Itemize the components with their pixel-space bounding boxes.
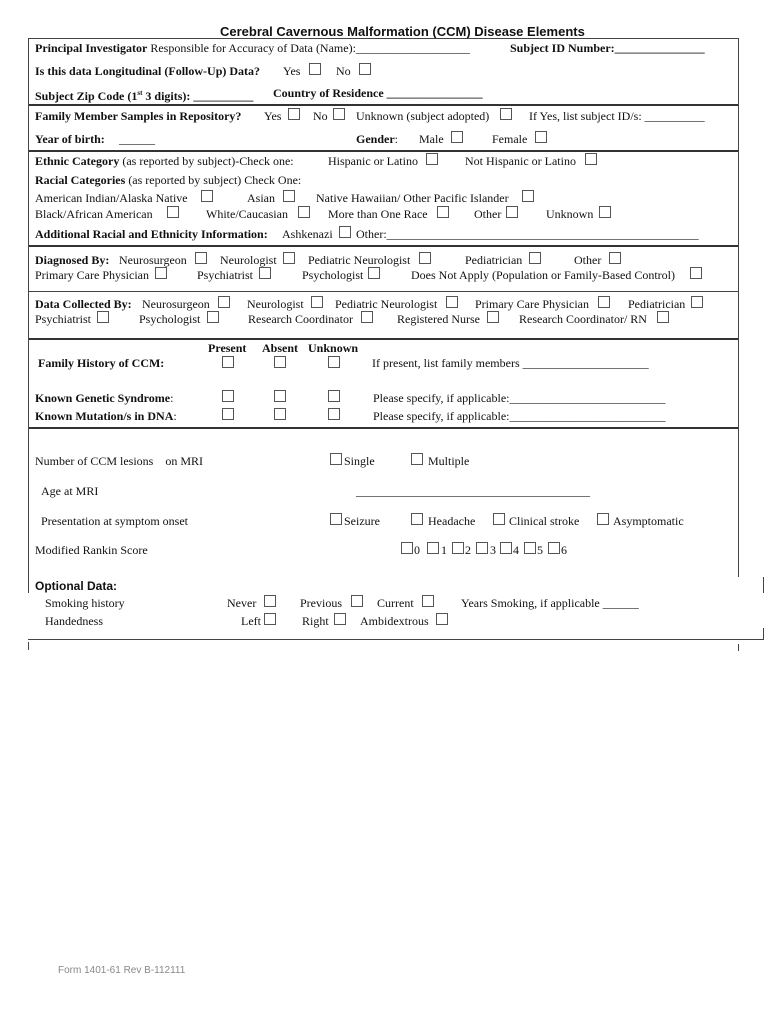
black-checkbox[interactable]	[167, 206, 179, 218]
mutation-label: Known Mutation/s in DNA	[35, 409, 174, 423]
smoking-previous-checkbox[interactable]	[351, 595, 363, 607]
hawaiian-label: Native Hawaiian/ Other Pacific Islander	[316, 191, 509, 205]
longitudinal-no-checkbox[interactable]	[359, 63, 371, 75]
coll-research-coordinator-rn-checkbox[interactable]	[657, 311, 669, 323]
family-yes-checkbox[interactable]	[288, 108, 300, 120]
optional-left-tick	[28, 577, 29, 593]
gender-row: Gender:	[356, 132, 399, 146]
hand-right-label: Right	[302, 614, 329, 628]
coll-psychologist-checkbox[interactable]	[207, 311, 219, 323]
section-divider-mri	[28, 427, 739, 429]
handedness-label: Handedness	[45, 614, 103, 628]
coll-research-coordinator-checkbox[interactable]	[361, 311, 373, 323]
country-field[interactable]: ________________	[386, 86, 483, 100]
header-box-right	[738, 38, 739, 104]
rankin-6-label: 6	[561, 543, 567, 557]
smoking-never-checkbox[interactable]	[264, 595, 276, 607]
longitudinal-yes-checkbox[interactable]	[309, 63, 321, 75]
lesions-multiple-label: Multiple	[428, 454, 470, 468]
rankin-2-label: 2	[465, 543, 471, 557]
subject-id-field[interactable]: _______________	[614, 41, 705, 55]
subject-id-row	[510, 41, 705, 55]
ethnic-category-row	[35, 154, 294, 168]
smoking-never-label: Never	[227, 596, 257, 610]
diagnosed-box-right	[738, 245, 739, 291]
section-divider-collected	[28, 291, 739, 292]
zip-field[interactable]: 3 digits): __________	[142, 89, 254, 103]
pi-label: Principal Investigator	[35, 41, 148, 55]
more-than-one-checkbox[interactable]	[437, 206, 449, 218]
hawaiian-checkbox[interactable]	[522, 190, 534, 202]
clinical-stroke-checkbox[interactable]	[493, 513, 505, 525]
family-yes-label: Yes	[264, 109, 282, 123]
diag-psychologist-checkbox[interactable]	[368, 267, 380, 279]
bottom-left-tick	[28, 642, 29, 650]
not-hispanic-checkbox[interactable]	[585, 153, 597, 165]
genetic-syndrome-colon: :	[170, 391, 174, 405]
family-unknown-checkbox[interactable]	[500, 108, 512, 120]
coll-pediatrician-label: Pediatrician	[628, 297, 686, 311]
pi-row	[35, 41, 470, 55]
year-of-birth-field[interactable]: ______	[119, 132, 155, 146]
seizure-checkbox[interactable]	[330, 513, 342, 525]
gender-female-label: Female	[492, 132, 528, 146]
collected-box-right	[738, 291, 739, 339]
american-indian-checkbox[interactable]	[201, 190, 213, 202]
genetic-syndrome-row	[35, 391, 173, 405]
racial-category-desc: (as reported by subject) Check One:	[128, 173, 302, 187]
mutation-absent-checkbox[interactable]	[274, 408, 286, 420]
coll-neurosurgeon-label: Neurosurgeon	[142, 297, 210, 311]
pi-desc: Responsible for Accuracy of Data (Name):	[150, 41, 356, 55]
coll-registered-nurse-label: Registered Nurse	[397, 312, 480, 326]
family-unknown-label: Unknown (subject adopted)	[356, 109, 490, 123]
country-row	[273, 86, 483, 100]
family-history-absent-checkbox[interactable]	[274, 356, 286, 368]
rankin-4-label: 4	[513, 543, 519, 557]
race-other-label: Other	[474, 207, 502, 221]
history-box-right	[738, 338, 739, 428]
genetic-absent-checkbox[interactable]	[274, 390, 286, 402]
diag-pediatrician-checkbox[interactable]	[529, 252, 541, 264]
genetic-unknown-checkbox[interactable]	[328, 390, 340, 402]
diag-pediatrician-label: Pediatrician	[465, 253, 523, 267]
col-absent-header: Absent	[262, 341, 299, 355]
rankin-5-label: 5	[537, 543, 543, 557]
ethnicity-box-left	[28, 150, 29, 246]
mri-box-left	[28, 427, 29, 577]
additional-other-field[interactable]: Other:____________________________________________________	[356, 227, 699, 241]
longitudinal-question: Is this data Longitudinal (Follow-Up) Data?	[35, 64, 261, 78]
rankin-5-checkbox[interactable]	[524, 542, 536, 554]
genetic-syndrome-label: Known Genetic Syndrome	[35, 391, 171, 405]
coll-neurologist-label: Neurologist	[247, 297, 304, 311]
mutation-present-checkbox[interactable]	[222, 408, 234, 420]
section-divider-family	[28, 104, 739, 106]
rankin-0-checkbox[interactable]	[401, 542, 413, 554]
coll-registered-nurse-checkbox[interactable]	[487, 311, 499, 323]
coll-pediatric-neurologist-checkbox[interactable]	[446, 296, 458, 308]
hispanic-checkbox[interactable]	[426, 153, 438, 165]
rankin-label: Modified Rankin Score	[35, 543, 148, 557]
diag-neurologist-label: Neurologist	[220, 253, 277, 267]
headache-checkbox[interactable]	[411, 513, 423, 525]
asian-checkbox[interactable]	[283, 190, 295, 202]
family-box-right	[738, 104, 739, 150]
race-other-checkbox[interactable]	[506, 206, 518, 218]
diag-other-checkbox[interactable]	[609, 252, 621, 264]
page-title: Cerebral Cavernous Malformation (CCM) Disease Elements	[220, 24, 585, 39]
asymptomatic-checkbox[interactable]	[597, 513, 609, 525]
coll-research-coordinator-rn-label: Research Coordinator/ RN	[519, 312, 647, 326]
lesions-multiple-checkbox[interactable]	[411, 453, 423, 465]
hispanic-label: Hispanic or Latino	[328, 154, 418, 168]
coll-neurologist-checkbox[interactable]	[311, 296, 323, 308]
family-no-label: No	[313, 109, 328, 123]
ashkenazi-label: Ashkenazi	[282, 227, 333, 241]
diag-psychiatrist-checkbox[interactable]	[259, 267, 271, 279]
coll-research-coordinator-label: Research Coordinator	[248, 312, 353, 326]
lesions-label: Number of CCM lesions on MRI	[35, 454, 203, 468]
coll-pediatric-neurologist-label: Pediatric Neurologist	[335, 297, 438, 311]
col-unknown-header: Unknown	[308, 341, 359, 355]
presentation-label: Presentation at symptom onset	[41, 514, 188, 528]
smoking-current-label: Current	[377, 596, 414, 610]
form-number-footer: Form 1401-61 Rev B-112111	[58, 965, 186, 976]
family-if-yes-field[interactable]: If Yes, list subject ID/s: __________	[529, 109, 705, 123]
rankin-0-label: 0	[414, 543, 420, 557]
gender-female-checkbox[interactable]	[535, 131, 547, 143]
zip-label: Subject Zip Code (1	[35, 89, 138, 103]
smoking-current-checkbox[interactable]	[422, 595, 434, 607]
additional-info-label: Additional Racial and Ethnicity Information:	[35, 227, 268, 241]
diag-other-label: Other	[574, 253, 602, 267]
family-box-left	[28, 104, 29, 150]
family-members-field[interactable]: If present, list family members _____________________	[372, 356, 649, 370]
coll-primary-care-label: Primary Care Physician	[475, 297, 589, 311]
history-box-left	[28, 338, 29, 428]
hand-left-label: Left	[241, 614, 261, 628]
zip-row	[35, 86, 253, 103]
diag-pediatric-neurologist-checkbox[interactable]	[419, 252, 431, 264]
genetic-specify-field[interactable]: Please specify, if applicable:__________________________	[373, 391, 666, 405]
not-hispanic-label: Not Hispanic or Latino	[465, 154, 576, 168]
country-label: Country of Residence	[273, 86, 384, 100]
diag-psychologist-label: Psychologist	[302, 268, 364, 282]
clinical-stroke-label: Clinical stroke	[509, 514, 580, 528]
diag-neurosurgeon-checkbox[interactable]	[195, 252, 207, 264]
rankin-6-checkbox[interactable]	[548, 542, 560, 554]
pi-name-field[interactable]: ___________________	[355, 41, 470, 55]
rankin-1-checkbox[interactable]	[427, 542, 439, 554]
white-label: White/Caucasian	[206, 207, 288, 221]
american-indian-label: American Indian/Alaska Native	[35, 191, 188, 205]
age-at-mri-field[interactable]: _______________________________________	[356, 484, 590, 498]
rankin-1-label: 1	[441, 543, 447, 557]
diag-neurosurgeon-label: Neurosurgeon	[119, 253, 187, 267]
hand-left-checkbox[interactable]	[264, 613, 276, 625]
seizure-label: Seizure	[344, 514, 380, 528]
optional-data-label: Optional Data:	[35, 579, 118, 593]
lesions-single-checkbox[interactable]	[330, 453, 342, 465]
coll-psychiatrist-checkbox[interactable]	[97, 311, 109, 323]
racial-category-row	[35, 173, 301, 187]
coll-psychiatrist-label: Psychiatrist	[35, 312, 91, 326]
section-divider-diagnosed	[28, 245, 739, 247]
ethnic-category-label: Ethnic Category	[35, 154, 120, 168]
diag-neurologist-checkbox[interactable]	[283, 252, 295, 264]
diagnosed-box-left	[28, 245, 29, 291]
coll-psychologist-label: Psychologist	[139, 312, 201, 326]
ashkenazi-checkbox[interactable]	[339, 226, 351, 238]
header-box-left	[28, 38, 29, 104]
col-present-header: Present	[208, 341, 247, 355]
optional-bottom-line	[28, 639, 764, 640]
coll-neurosurgeon-checkbox[interactable]	[218, 296, 230, 308]
rankin-3-label: 3	[490, 543, 496, 557]
family-samples-question: Family Member Samples in Repository?	[35, 109, 242, 123]
longitudinal-yes-label: Yes	[283, 64, 301, 78]
gender-male-label: Male	[419, 132, 444, 146]
race-unknown-checkbox[interactable]	[599, 206, 611, 218]
years-smoking-field[interactable]: Years Smoking, if applicable ______	[461, 596, 639, 610]
diag-not-apply-checkbox[interactable]	[690, 267, 702, 279]
mutation-unknown-checkbox[interactable]	[328, 408, 340, 420]
ethnicity-box-right	[738, 150, 739, 246]
gender-male-checkbox[interactable]	[451, 131, 463, 143]
hand-right-checkbox[interactable]	[334, 613, 346, 625]
family-history-unknown-checkbox[interactable]	[328, 356, 340, 368]
racial-category-label: Racial Categories	[35, 173, 126, 187]
more-than-one-label: More than One Race	[328, 207, 428, 221]
diag-primary-care-label: Primary Care Physician	[35, 268, 149, 282]
gender-label: Gender	[356, 132, 395, 146]
lesions-single-label: Single	[344, 454, 375, 468]
asymptomatic-label: Asymptomatic	[613, 514, 684, 528]
family-history-present-checkbox[interactable]	[222, 356, 234, 368]
mutation-row	[35, 409, 177, 423]
coll-pediatrician-checkbox[interactable]	[691, 296, 703, 308]
header-box-top	[28, 38, 739, 39]
diag-not-apply-label: Does Not Apply (Population or Family-Based Control)	[411, 268, 675, 282]
longitudinal-no-label: No	[336, 64, 351, 78]
hand-ambidextrous-checkbox[interactable]	[436, 613, 448, 625]
age-at-mri-label: Age at MRI	[41, 484, 99, 498]
family-no-checkbox[interactable]	[333, 108, 345, 120]
diagnosed-by-label: Diagnosed By:	[35, 253, 110, 267]
year-of-birth-label: Year of birth:	[35, 132, 105, 146]
race-unknown-label: Unknown	[546, 207, 594, 221]
family-history-label: Family History of CCM:	[38, 356, 165, 370]
hand-ambidextrous-label: Ambidextrous	[360, 614, 429, 628]
coll-primary-care-checkbox[interactable]	[598, 296, 610, 308]
diag-psychiatrist-label: Psychiatrist	[197, 268, 253, 282]
asian-label: Asian	[247, 191, 275, 205]
collected-box-left	[28, 291, 29, 339]
headache-label: Headache	[428, 514, 476, 528]
rankin-3-checkbox[interactable]	[476, 542, 488, 554]
mutation-colon: :	[173, 409, 177, 423]
mutation-specify-field[interactable]: Please specify, if applicable:__________________________	[373, 409, 666, 423]
bottom-right-tick	[738, 644, 739, 651]
genetic-present-checkbox[interactable]	[222, 390, 234, 402]
smoking-history-label: Smoking history	[45, 596, 125, 610]
collected-by-label: Data Collected By:	[35, 297, 132, 311]
rankin-4-checkbox[interactable]	[500, 542, 512, 554]
section-divider-ethnicity	[28, 150, 739, 152]
zip-sup: st	[137, 89, 143, 97]
rankin-2-checkbox[interactable]	[452, 542, 464, 554]
optional-right-tick	[763, 577, 764, 593]
white-checkbox[interactable]	[298, 206, 310, 218]
section-divider-history	[28, 338, 739, 340]
diag-pediatric-neurologist-label: Pediatric Neurologist	[308, 253, 411, 267]
diag-primary-care-checkbox[interactable]	[155, 267, 167, 279]
ethnic-category-desc: (as reported by subject)-Check one:	[122, 154, 294, 168]
black-label: Black/African American	[35, 207, 153, 221]
smoking-previous-label: Previous	[300, 596, 342, 610]
subject-id-label: Subject ID Number:	[510, 41, 615, 55]
mri-box-right	[738, 427, 739, 577]
